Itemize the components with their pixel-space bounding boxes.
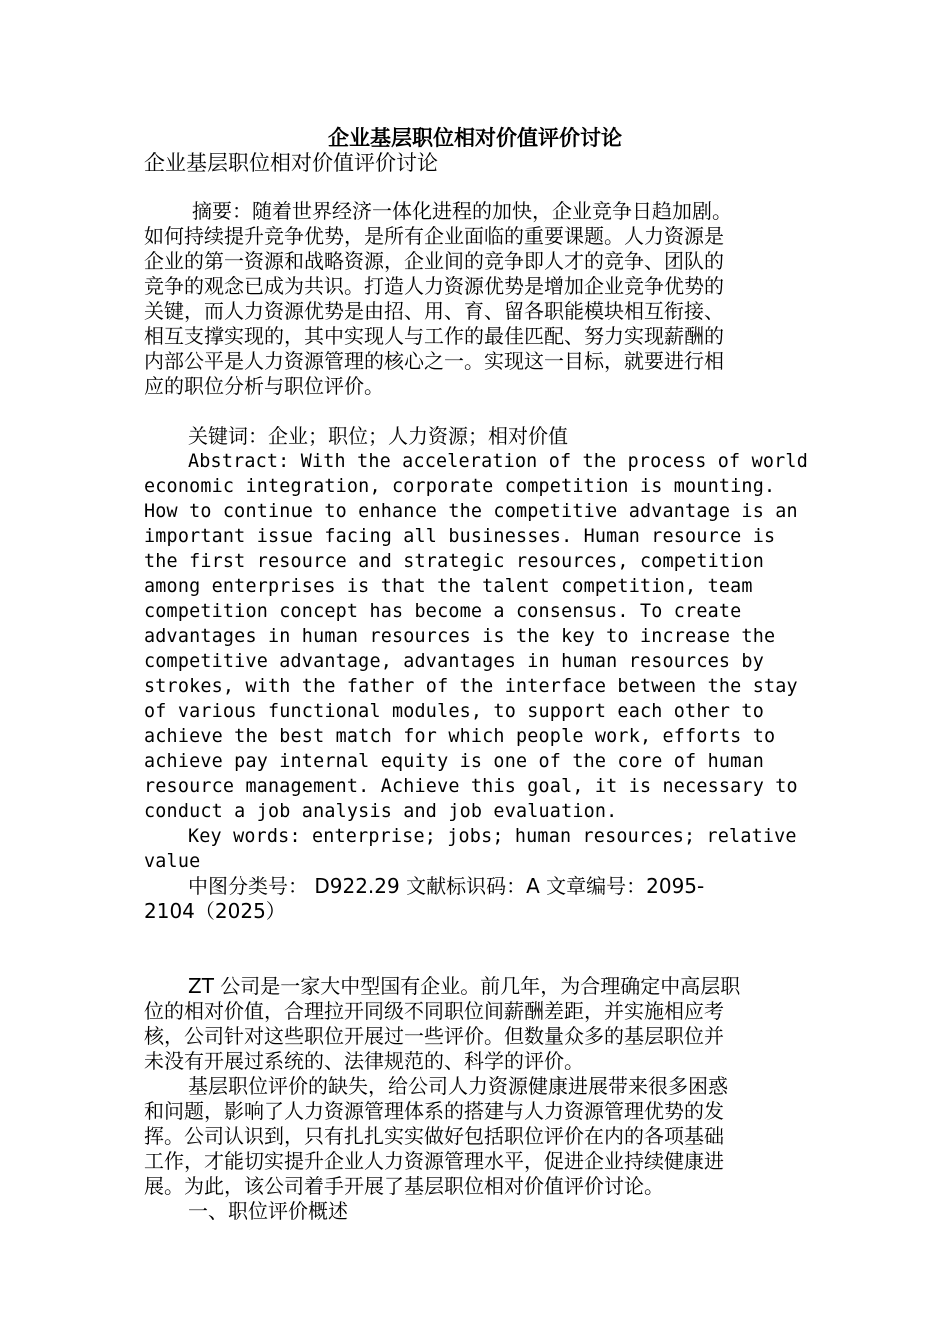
body-paragraph-line: 展。为此，该公司着手开展了基层职位相对价值评价讨论。 — [144, 1174, 664, 1198]
keywords-en-line: value — [144, 851, 201, 872]
classification-line: 中图分类号： D922.29 文献标识码：A 文章编号：2095- — [188, 874, 705, 898]
body-paragraph-line: ZT 公司是一家大中型国有企业。前几年，为合理确定中高层职 — [188, 974, 741, 998]
abstract-cn-line: 应的职位分析与职位评价。 — [144, 374, 384, 398]
abstract-cn-line: 关键，而人力资源优势是由招、用、育、留各职能模块相互衔接、 — [144, 299, 724, 323]
abstract-cn-line: 如何持续提升竞争优势，是所有企业面临的重要课题。人力资源是 — [144, 224, 724, 248]
abstract-en-line: among enterprises is that the talent competition, team — [144, 576, 753, 597]
abstract-en-line: advantages in human resources is the key to increase the — [144, 626, 776, 647]
keywords-en-line: Key words: enterprise; jobs; human resources; relative — [188, 826, 797, 847]
abstract-en-line: achieve pay internal equity is one of the core of human — [144, 751, 764, 772]
body-paragraph-line: 位的相对价值，合理拉开同级不同职位间薪酬差距，并实施相应考 — [144, 999, 724, 1023]
abstract-en-line: economic integration, corporate competition is mounting. — [144, 476, 776, 497]
abstract-cn-line: 相互支撑实现的，其中实现人与工作的最佳匹配、努力实现薪酬的 — [144, 324, 724, 348]
abstract-cn-line: 内部公平是人力资源管理的核心之一。实现这一目标，就要进行相 — [144, 349, 724, 373]
body-paragraph-line: 和问题，影响了人力资源管理体系的搭建与人力资源管理优势的发 — [144, 1099, 724, 1123]
abstract-en-line: competition concept has become a consensus. To create — [144, 601, 742, 622]
section-heading: 一、职位评价概述 — [188, 1199, 348, 1223]
document-subtitle: 企业基层职位相对价值评价讨论 — [144, 151, 438, 175]
abstract-en-line: the first resource and strategic resources, competition — [144, 551, 764, 572]
abstract-en-line: achieve the best match for which people work, efforts to — [144, 726, 776, 747]
abstract-en-line: conduct a job analysis and job evaluation. — [144, 801, 618, 822]
abstract-en-line: competitive advantage, advantages in human resources by — [144, 651, 764, 672]
body-paragraph-line: 未没有开展过系统的、法律规范的、科学的评价。 — [144, 1049, 584, 1073]
body-paragraph-line: 挥。公司认识到，只有扎扎实实做好包括职位评价在内的各项基础 — [144, 1124, 724, 1148]
abstract-en-line: strokes, with the father of the interface between the stay — [144, 676, 798, 697]
abstract-en-line: How to continue to enhance the competitive advantage is an — [144, 501, 798, 522]
body-paragraph-line: 核，公司针对这些职位开展过一些评价。但数量众多的基层职位并 — [144, 1024, 724, 1048]
abstract-cn-line: 企业的第一资源和战略资源，企业间的竞争即人才的竞争、团队的 — [144, 249, 724, 273]
abstract-en-line: Abstract: With the acceleration of the process of world — [188, 451, 808, 472]
body-paragraph-line: 工作，才能切实提升企业人力资源管理水平，促进企业持续健康进 — [144, 1149, 724, 1173]
abstract-cn-line: 摘要：随着世界经济一体化进程的加快，企业竞争日趋加剧。 — [172, 199, 732, 223]
abstract-en-line: of various functional modules, to support each other to — [144, 701, 764, 722]
body-paragraph-line: 基层职位评价的缺失，给公司人力资源健康进展带来很多困惑 — [188, 1074, 728, 1098]
keywords-cn: 关键词：企业；职位；人力资源；相对价值 — [188, 424, 568, 448]
abstract-en-line: resource management. Achieve this goal, it is necessary to — [144, 776, 798, 797]
document-title: 企业基层职位相对价值评价讨论 — [328, 125, 622, 150]
classification-line: 2104（2025） — [144, 899, 286, 923]
abstract-cn-line: 竞争的观念已成为共识。打造人力资源优势是增加企业竞争优势的 — [144, 274, 724, 298]
abstract-en-line: important issue facing all businesses. Human resource is — [144, 526, 776, 547]
